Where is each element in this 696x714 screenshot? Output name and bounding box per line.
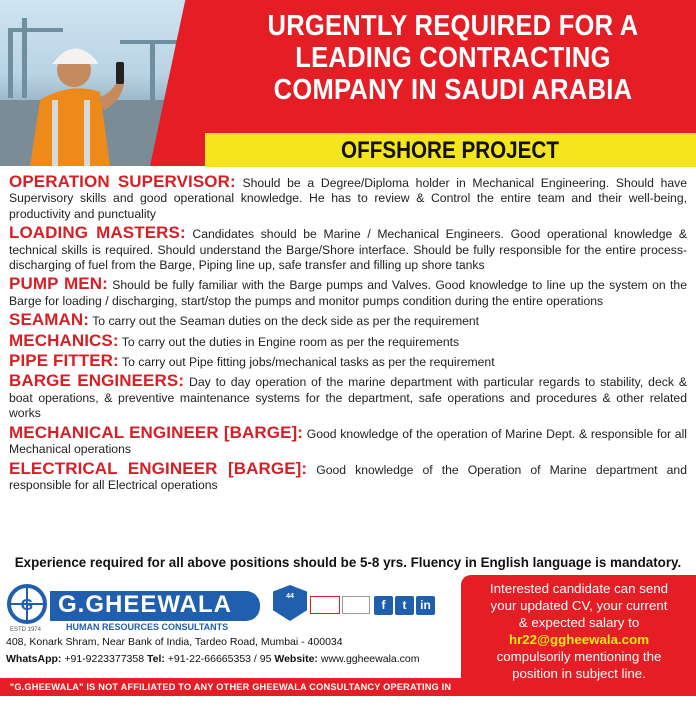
- job-item: [9, 276, 687, 309]
- job-title: PUMP MEN:: [9, 274, 108, 294]
- cta-email-link[interactable]: hr22@ggheewala.com: [508, 632, 650, 647]
- disclaimer-bar: "G.GHEEWALA" IS NOT AFFILIATED TO ANY OTHER GHEEWALA CONSULTANCY OPERATING IN INDIA: [0, 678, 461, 696]
- job-description: Should be fully familiar with the Barge pumps and Valves. Good knowledge to line up the system on the Barge for loading / discharging, start/stop the pumps and monitor pumps condition during the entire operations: [9, 278, 687, 308]
- job-description: Good knowledge of the operation of Marine Dept. & responsible for all Mechanical operations: [9, 426, 687, 457]
- title-line-2: LEADING CONTRACTING: [295, 42, 611, 74]
- job-title: PIPE FITTER:: [9, 351, 119, 371]
- globe-logo-icon: [6, 583, 48, 625]
- svg-text:G: G: [20, 597, 34, 614]
- experience-note: Experience required for all above positions should be 5-8 yrs. Fluency in English language is mandatory.: [14, 555, 682, 570]
- company-contact: [6, 653, 420, 665]
- website-label: Website:: [274, 653, 318, 665]
- established-year: ESTD 1974: [10, 627, 42, 633]
- facebook-icon[interactable]: f: [374, 596, 393, 615]
- certification-logo-icon: [310, 596, 340, 614]
- header-banner: [0, 0, 696, 166]
- job-title: MECHANICS:: [9, 330, 119, 350]
- job-item: [9, 225, 687, 273]
- cta-line-3: & expected salary to: [518, 615, 640, 630]
- twitter-icon[interactable]: t: [395, 596, 414, 615]
- cta-line-1: Interested candidate can send: [489, 581, 669, 596]
- job-item: [9, 312, 687, 329]
- badge-years: 44: [286, 593, 294, 600]
- job-description: Good knowledge of the Operation of Marine department and responsible for all Electrical operations: [9, 462, 687, 492]
- job-title: MECHANICAL ENGINEER [BARGE]:: [9, 422, 304, 442]
- job-item: [9, 458, 687, 494]
- cta-line-4: compulsorily mentioning the: [496, 649, 662, 664]
- job-title: LOADING MASTERS:: [9, 223, 186, 243]
- job-description: To carry out the duties in Engine room as per the requirements: [121, 334, 460, 349]
- job-title: BARGE ENGINEERS:: [9, 371, 185, 391]
- cta-line-2: your updated CV, your current: [490, 598, 668, 613]
- job-item: [9, 174, 687, 222]
- job-description: Should be a Degree/Diploma holder in Mechanical Engineering. Should have Supervisory skills and good operational knowledge. He has to review & Control the entire team and their well-being, productivity and punctuality: [9, 176, 688, 221]
- job-title: ELECTRICAL ENGINEER [BARGE]:: [9, 458, 308, 478]
- project-label: OFFSHORE PROJECT: [341, 137, 559, 164]
- tel-number[interactable]: +91-22-66665353 / 95: [167, 653, 272, 665]
- social-links: [374, 596, 435, 615]
- job-description: To carry out Pipe fitting jobs/mechanical tasks as per the requirement: [122, 355, 495, 370]
- title-line-1: URGENTLY REQUIRED FOR A: [267, 10, 639, 42]
- job-item: [9, 422, 687, 458]
- job-item: [9, 373, 687, 421]
- title-line-3: COMPANY IN SAUDI ARABIA: [273, 74, 633, 106]
- job-list: [9, 174, 687, 496]
- company-subtitle: HUMAN RESOURCES CONSULTANTS: [66, 622, 229, 632]
- company-info: [6, 577, 461, 677]
- cta-line-5: position in subject line.: [512, 666, 646, 681]
- job-title: SEAMAN:: [9, 310, 90, 330]
- job-item: [9, 353, 687, 370]
- company-address: 408, Konark Shram, Near Bank of India, Tardeo Road, Mumbai - 400034: [6, 636, 343, 648]
- company-name: G.GHEEWALA: [58, 591, 233, 618]
- website-link[interactable]: www.ggheewala.com: [320, 653, 420, 665]
- job-description: Day to day operation of the marine department with particular regards to stability, deck & boat operations, & preventive maintenance systems for the department, safe operations and procedures & other related works: [9, 375, 687, 421]
- job-title: OPERATION SUPERVISOR:: [9, 172, 236, 191]
- job-description: To carry out the Seaman duties on the deck side as per the requirement: [92, 314, 480, 329]
- iso-logo-icon: [342, 596, 370, 614]
- page-title: [239, 10, 667, 106]
- job-item: [9, 330, 687, 350]
- linkedin-icon[interactable]: in: [416, 596, 435, 615]
- whatsapp-number[interactable]: +91-9223377358: [64, 653, 145, 665]
- tel-label: Tel:: [146, 653, 165, 665]
- cta-text: [466, 580, 692, 682]
- whatsapp-label: WhatsApp:: [6, 653, 62, 665]
- job-description: Candidates should be Marine / Mechanical Engineers. Good operational knowledge & technical skills is required. Should understand the Barge/Shore interface. Should be fully responsible for the entire process-discharging of fuel from the Barge, Piping line up, safe transfer and filling up shore tanks: [9, 227, 688, 273]
